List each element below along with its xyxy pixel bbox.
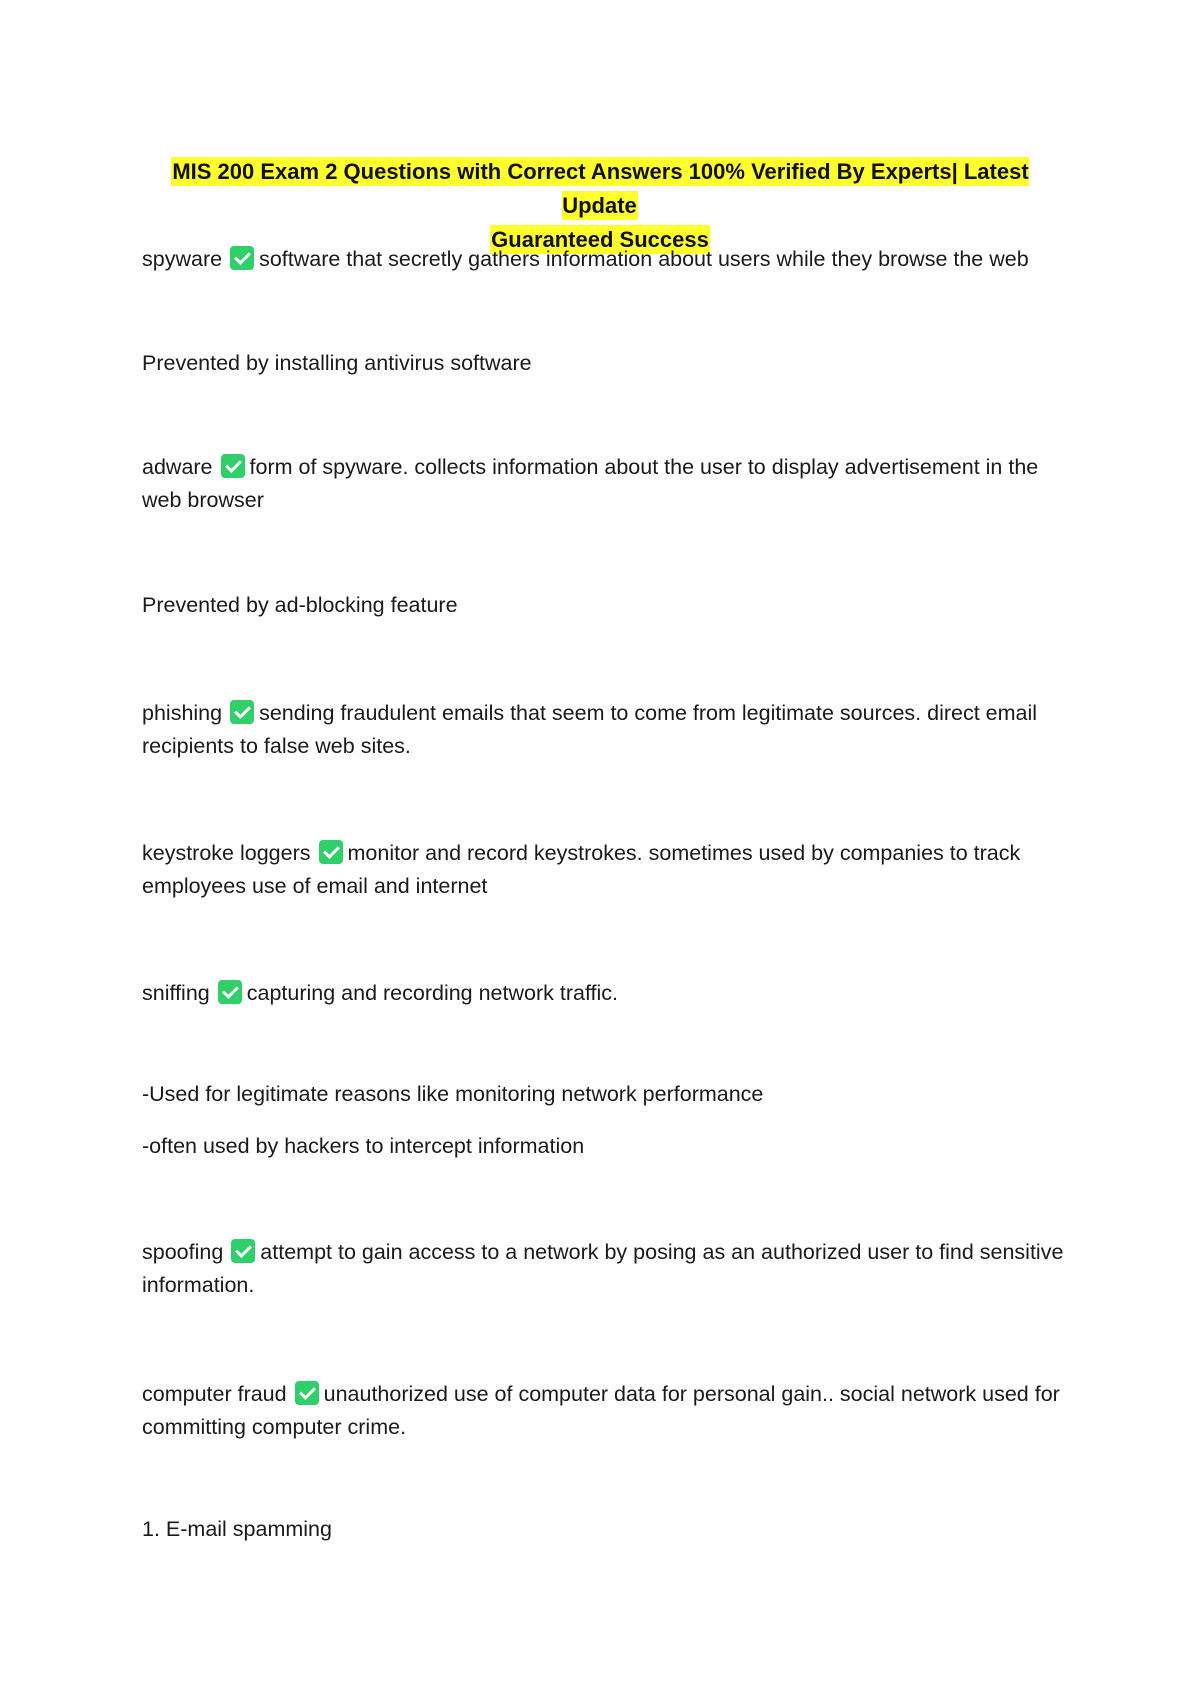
- entry-phishing: [142, 697, 1072, 763]
- entry-definition: software that secretly gathers information about users while they browse the web: [259, 247, 1029, 271]
- entry-spoofing: [142, 1236, 1072, 1302]
- entry-definition: unauthorized use of computer data for personal gain.. social network used for committing computer crime.: [142, 1382, 1060, 1439]
- entry-term: spyware: [142, 247, 223, 271]
- entry-text: 1. E-mail spamming: [142, 1517, 332, 1541]
- check-icon: [218, 980, 242, 1004]
- entry-sniffing: [142, 977, 1072, 1010]
- check-icon: [319, 840, 343, 864]
- entry-text: Prevented by installing antivirus software: [142, 351, 532, 375]
- check-icon: [230, 700, 254, 724]
- document-title: [140, 155, 1060, 257]
- entry-adware: [142, 451, 1072, 517]
- entry-email-spamming: [142, 1513, 1072, 1546]
- entry-definition: form of spyware. collects information about the user to display advertisement in the web browser: [142, 455, 1039, 512]
- entry-note-adblock: [142, 589, 1072, 622]
- check-icon: [231, 1239, 255, 1263]
- entry-definition: monitor and record keystrokes. sometimes used by companies to track employees use of email and internet: [142, 841, 1021, 898]
- entry-term: sniffing: [142, 981, 210, 1005]
- entry-spyware: [142, 243, 1072, 276]
- entry-computer-fraud: [142, 1378, 1072, 1444]
- entry-note-antivirus: [142, 347, 1072, 380]
- entry-text: -Used for legitimate reasons like monitoring network performance: [142, 1082, 764, 1106]
- entry-definition: sending fraudulent emails that seem to come from legitimate sources. direct email recipients to false web sites.: [142, 701, 1038, 758]
- title-line-2: Guaranteed Success: [491, 227, 709, 252]
- entry-note-hackers: [142, 1130, 1072, 1163]
- check-icon: [295, 1381, 319, 1405]
- entry-note-legitimate: [142, 1078, 1072, 1111]
- entry-keystroke-loggers: [142, 837, 1072, 903]
- entry-text: Prevented by ad-blocking feature: [142, 593, 458, 617]
- entry-definition: attempt to gain access to a network by posing as an authorized user to find sensitive information.: [142, 1240, 1064, 1297]
- entry-term: spoofing: [142, 1240, 224, 1264]
- entry-definition: capturing and recording network traffic.: [246, 981, 619, 1005]
- entry-term: adware: [142, 455, 213, 479]
- check-icon: [221, 454, 245, 478]
- entry-term: computer fraud: [142, 1382, 287, 1406]
- check-icon: [230, 246, 254, 270]
- entry-term: keystroke loggers: [142, 841, 311, 865]
- entry-term: phishing: [142, 701, 223, 725]
- entry-text: -often used by hackers to intercept information: [142, 1134, 585, 1158]
- title-line-1: MIS 200 Exam 2 Questions with Correct Answers 100% Verified By Experts| Latest Update: [172, 159, 1029, 218]
